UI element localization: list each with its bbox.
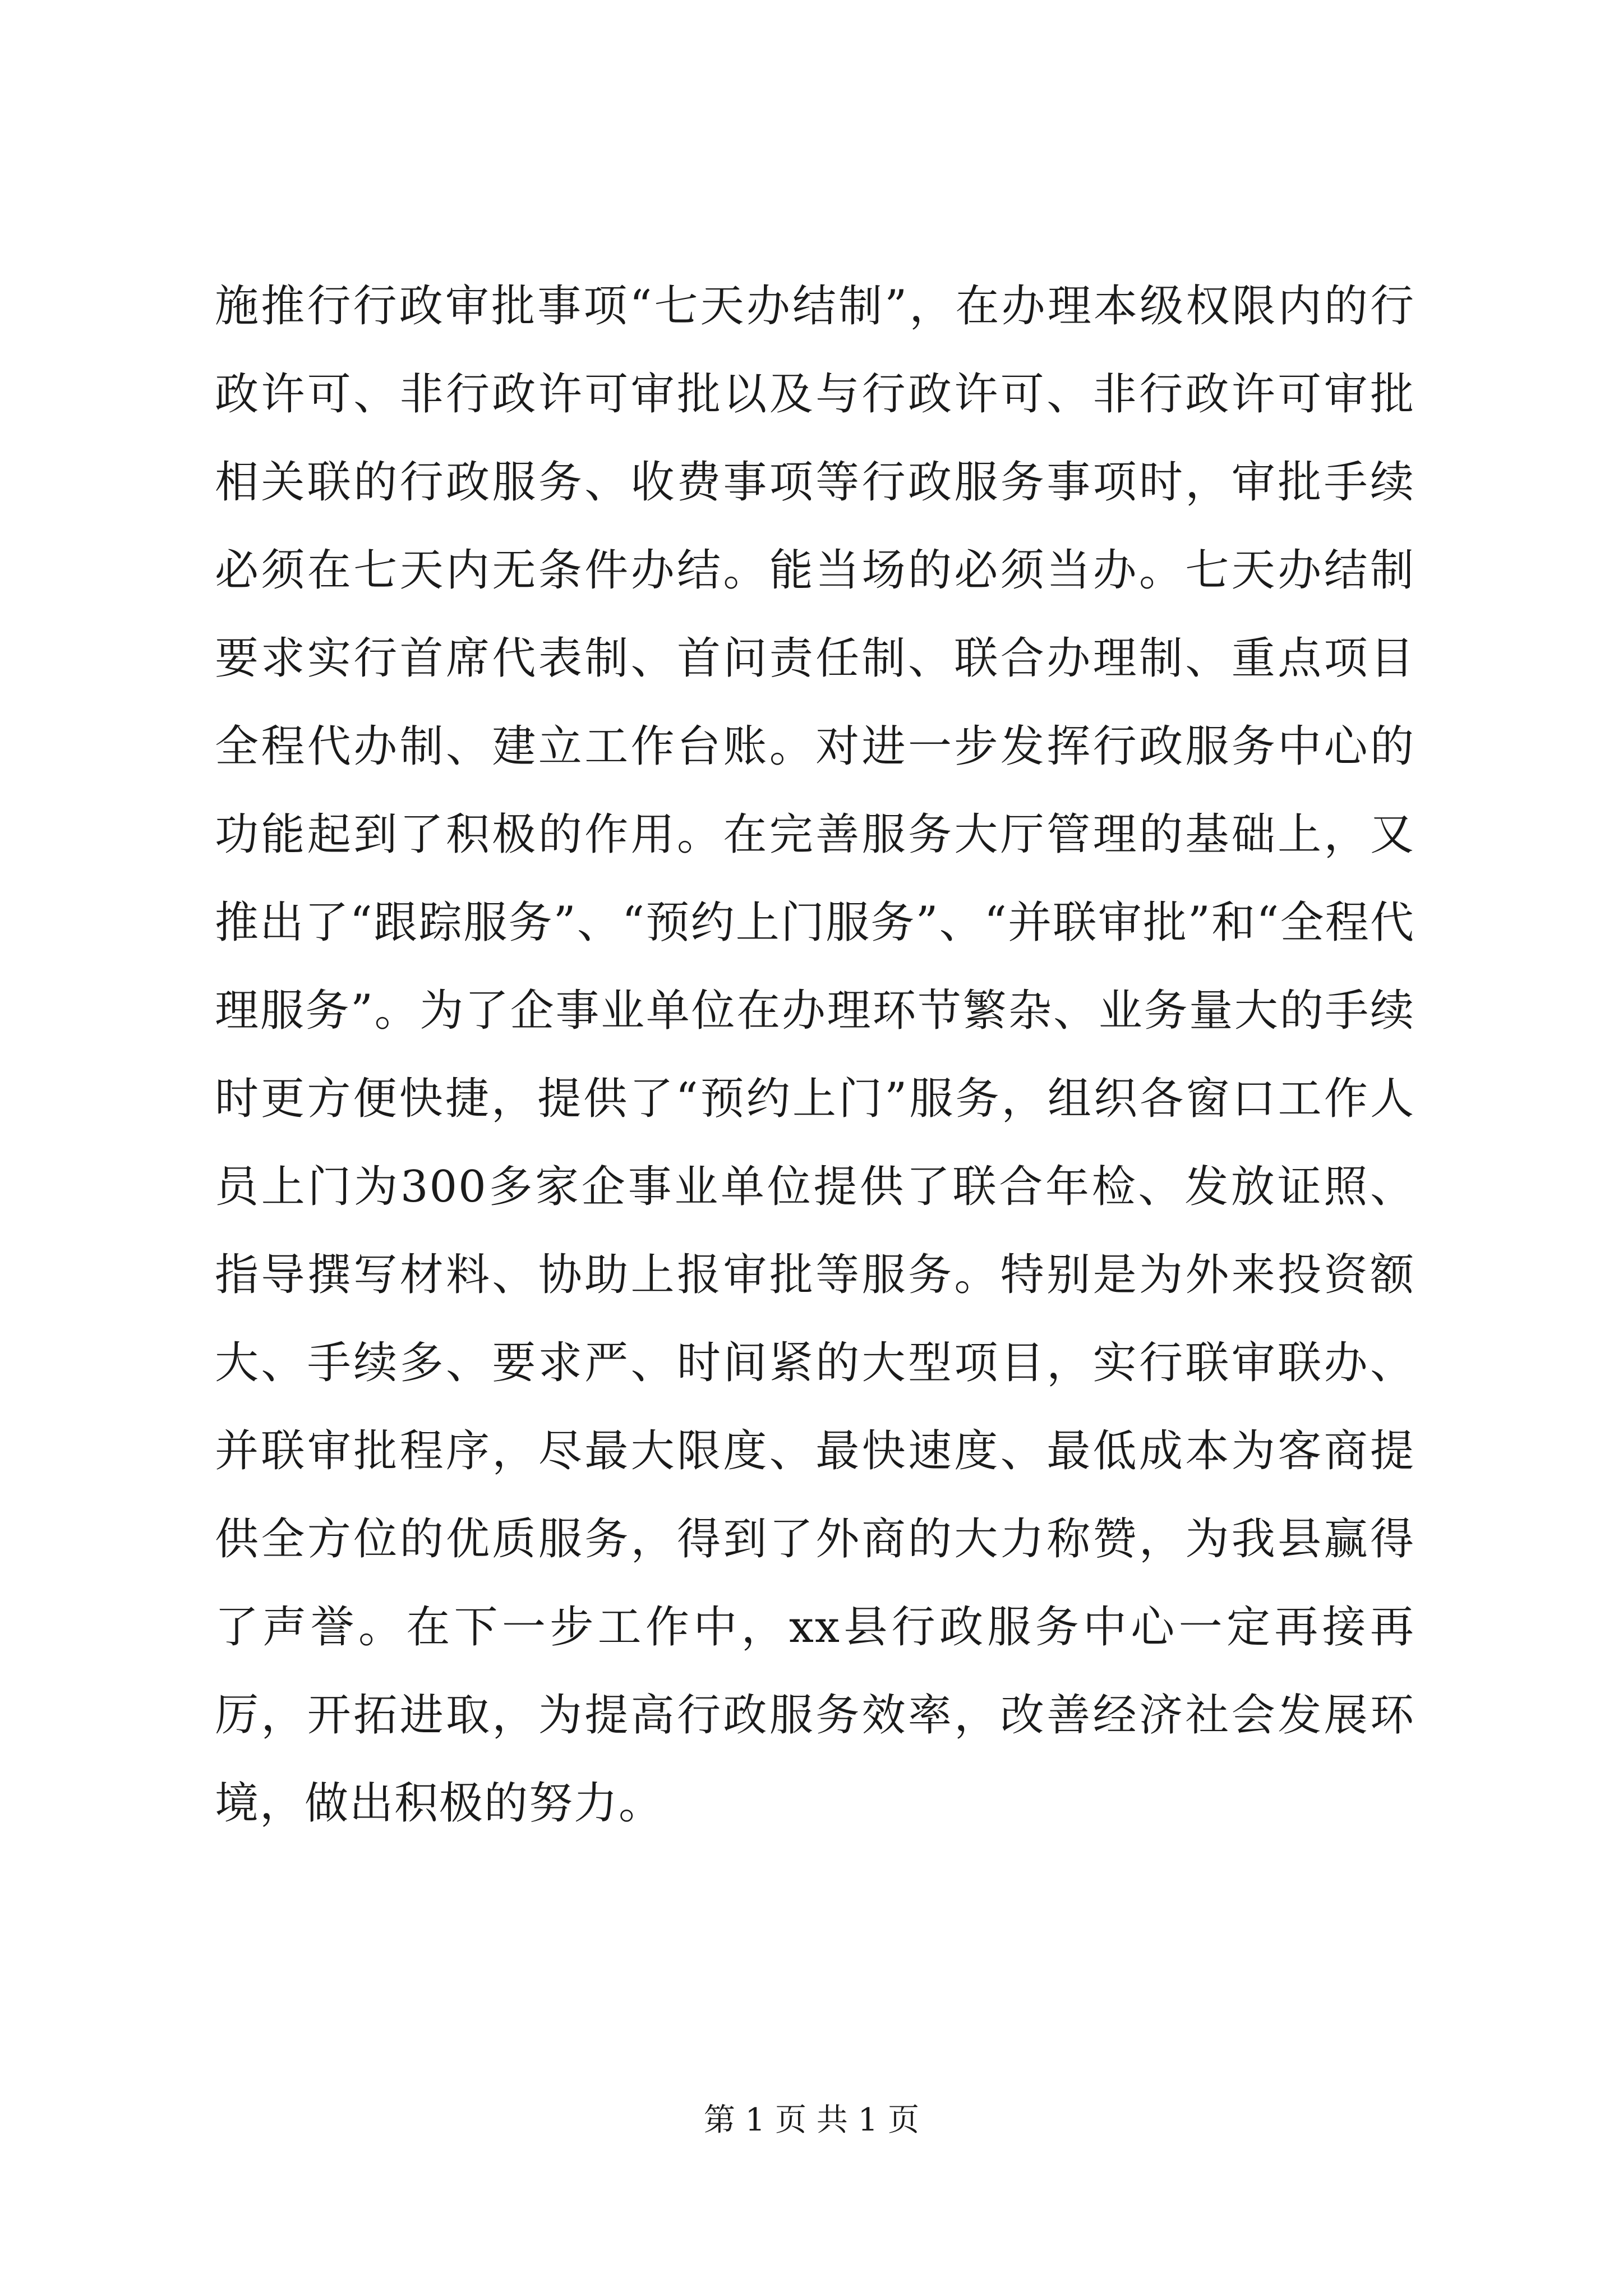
page-footer: 第 1 页 共 1 页 — [703, 2102, 920, 2138]
body-paragraph: 施推行行政审批事项“七天办结制”，在办理本级权限内的行政许可、非行政许可审批以及与行政许可、非行政许可审批相关联的行政服务、收费事项等行政服务事项时，审批手续必须在七天内无条件办结。能当场的必须当办。七天办结制要求实行首席代表制、首问责任制、联合办理制、重点项目全程代办制、建立工作台账。对进一步发挥行政服务中心的功能起到了积极的作用。在完善服务大厅管理的基础上，又推出了“跟踪服务”、“预约上门服务”、“并联审批”和“全程代理服务”。为了企事业单位在办理环节繁杂、业务量大的手续时更方便快捷，提供了“预约上门”服务，组织各窗口工作人员上门为300多家企事业单位提供了联合年检、发放证照、指导撰写材料、协助上报审批等服务。特别是为外来投资额大、手续多、要求严、时间紧的大型项目，实行联审联办、并联审批程序，尽最大限度、最快速度、最低成本为客商提供全方位的优质服务，得到了外商的大力称赞，为我县赢得了声誉。在下一步工作中，xx县行政服务中心一定再接再厉，开拓进取，为提高行政服务效率，改善经济社会发展环境，做出积极的努力。 — [215, 281, 1415, 1829]
